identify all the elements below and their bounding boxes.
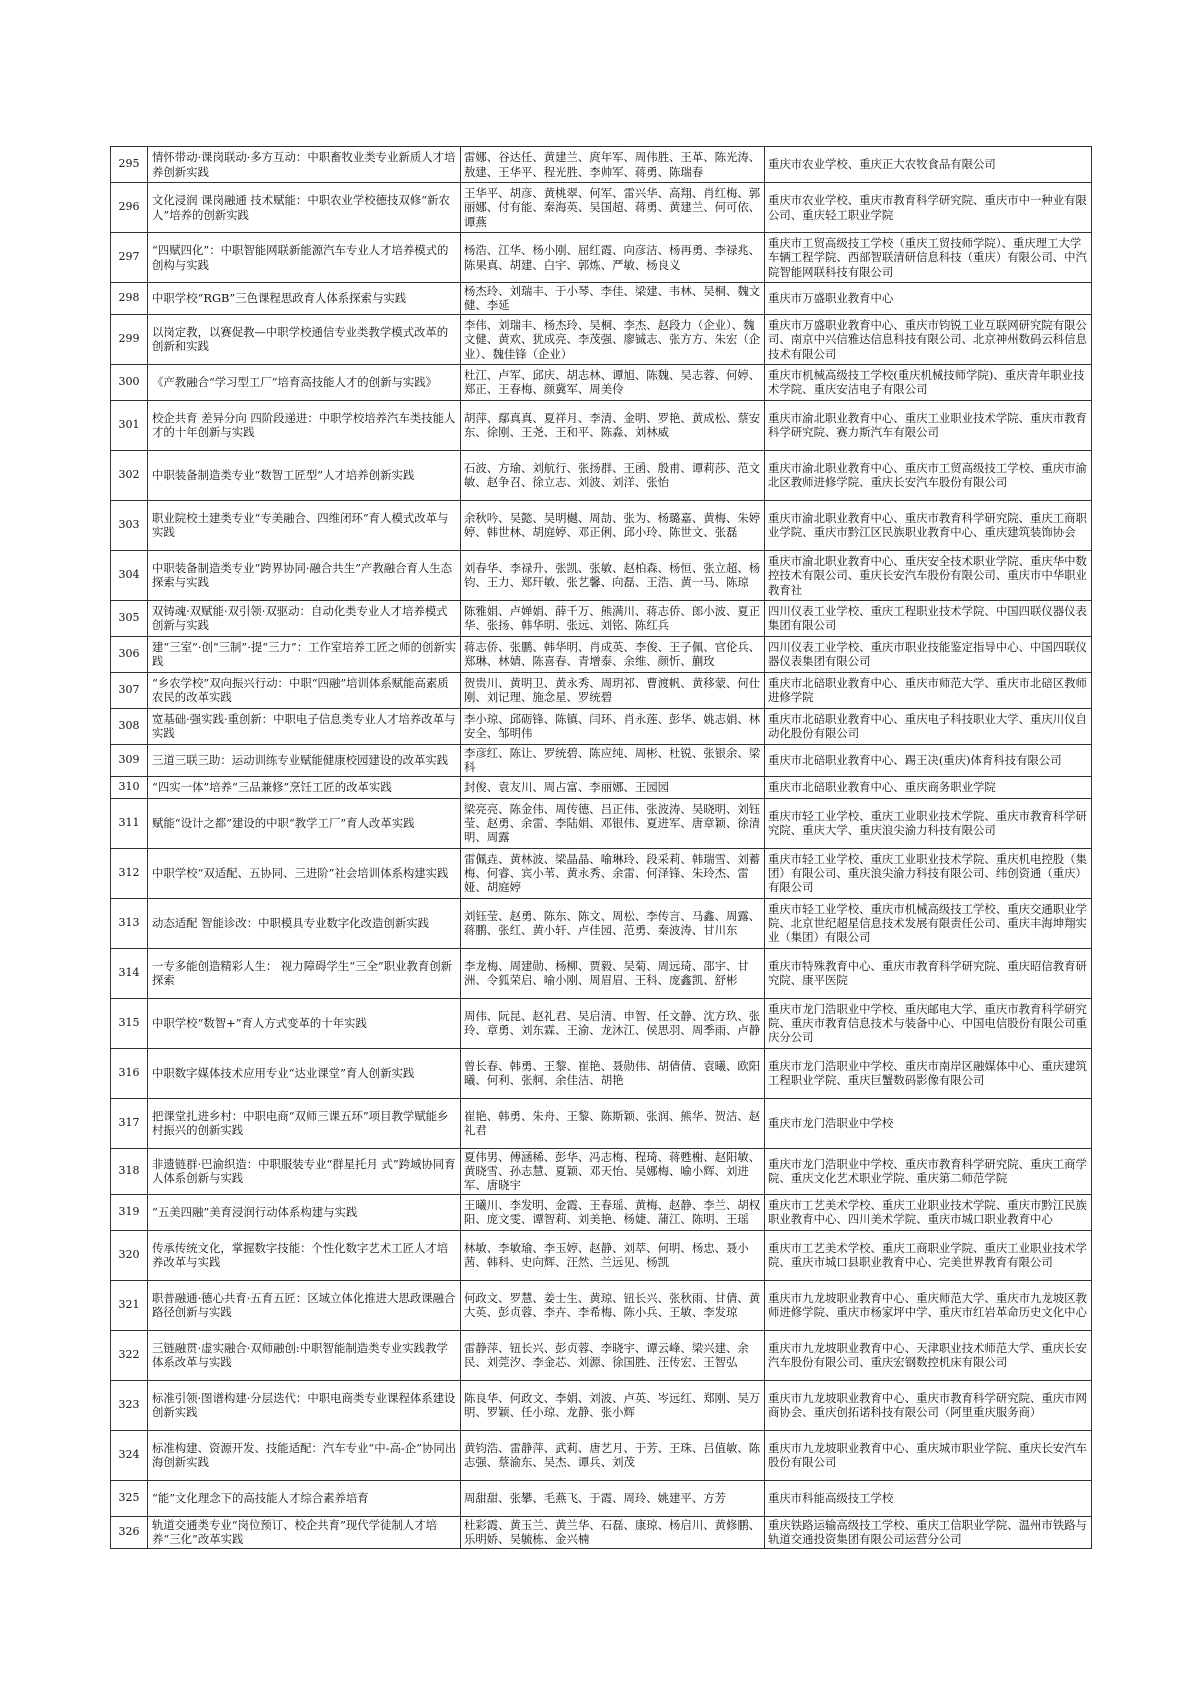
table-row bbox=[111, 147, 1092, 183]
project-title: 赋能“设计之都”建设的中职“教学工厂”育人改革实践 bbox=[148, 798, 461, 848]
row-number: 296 bbox=[111, 183, 148, 233]
table-row bbox=[111, 600, 1092, 636]
project-title: 三道三联三助：运动训练专业赋能健康校园建设的改革实践 bbox=[148, 744, 461, 776]
project-title: 宽基础·强实践·重创新：中职电子信息类专业人才培养改革与实践 bbox=[148, 708, 461, 744]
completing-units: 重庆市轻工业学校、重庆市机械高级技工学校、重庆交通职业学院、北京世纪超星信息技术发展有限责任公司、重庆丰海坤翔实业（集团）有限公司 bbox=[765, 898, 1092, 948]
project-title: 职业院校土建类专业“专美融合、四维闭环”育人模式改革与实践 bbox=[148, 500, 461, 550]
project-title: 中职学校“RGB”三色课程思政育人体系探索与实践 bbox=[148, 283, 461, 315]
table-row bbox=[111, 364, 1092, 400]
row-number: 315 bbox=[111, 998, 148, 1048]
row-number: 319 bbox=[111, 1194, 148, 1230]
project-title: 《产教融合“学习型工厂”培育高技能人才的创新与实践》 bbox=[148, 364, 461, 400]
table-row bbox=[111, 672, 1092, 708]
team-members: 封俊、袁友川、周占富、李丽娜、王园园 bbox=[461, 776, 765, 798]
completing-units: 重庆市工艺美术学校、重庆工业职业技术学院、重庆市黔江民族职业教育中心、四川美术学院、重庆市城口职业教育中心 bbox=[765, 1194, 1092, 1230]
row-number: 298 bbox=[111, 283, 148, 315]
project-title: 三链融贯·虚实融合·双师融创:中职智能制造类专业实践教学体系改革与实践 bbox=[148, 1330, 461, 1380]
table-row bbox=[111, 744, 1092, 776]
completing-units: 重庆市龙门浩职业中学校、重庆市南岸区融媒体中心、重庆建筑工程职业学院、重庆巨蟹数码影像有限公司 bbox=[765, 1048, 1092, 1098]
completing-units: 重庆市九龙坡职业教育中心、重庆城市职业学院、重庆长安汽车股份有限公司 bbox=[765, 1430, 1092, 1480]
project-title: 标准构建、资源开发、技能适配：汽车专业“中-高-企”协同出海创新实践 bbox=[148, 1430, 461, 1480]
project-title: “四实一体”培养“三品兼修”烹饪工匠的改革实践 bbox=[148, 776, 461, 798]
team-members: 曾长春、韩勇、王黎、崔艳、聂勋伟、胡倩倩、袁曦、欧阳曦、何利、张舸、余佳洁、胡艳 bbox=[461, 1048, 765, 1098]
table-row bbox=[111, 1194, 1092, 1230]
team-members: 杨杰玲、刘瑞丰、于小琴、李佳、梁建、韦林、吴桐、魏文健、李延 bbox=[461, 283, 765, 315]
row-number: 304 bbox=[111, 550, 148, 600]
team-members: 王曦川、李发明、金霞、王春瑶、黄梅、赵静、李兰、胡权阳、庞文雯、谭智莉、刘美艳、杨婕、蒲江、陈明、王瑶 bbox=[461, 1194, 765, 1230]
completing-units: 重庆市农业学校、重庆正大农牧食品有限公司 bbox=[765, 147, 1092, 183]
table-row bbox=[111, 233, 1092, 283]
project-title: “四赋四化”：中职智能网联新能源汽车专业人才培养模式的创构与实践 bbox=[148, 233, 461, 283]
row-number: 299 bbox=[111, 314, 148, 364]
team-members: 胡萍、鄢真真、夏祥月、李清、金明、罗艳、黄成松、蔡安东、徐刚、王尧、王和平、陈淼、刘林威 bbox=[461, 400, 765, 450]
table-row bbox=[111, 450, 1092, 500]
completing-units: 重庆市科能高级技工学校 bbox=[765, 1480, 1092, 1516]
row-number: 308 bbox=[111, 708, 148, 744]
completing-units: 重庆市渝北职业教育中心、重庆市工贸高级技工学校、重庆市渝北区教师进修学院、重庆长安汽车股份有限公司 bbox=[765, 450, 1092, 500]
table-row bbox=[111, 1430, 1092, 1480]
completing-units: 重庆市北碚职业教育中心、重庆市师范大学、重庆市北碚区教师进修学院 bbox=[765, 672, 1092, 708]
table-row bbox=[111, 798, 1092, 848]
team-members: 杜彩霞、黄玉兰、黄兰华、石磊、康琼、杨启川、黄修鹏、乐明娇、吴毓栋、金兴楠 bbox=[461, 1516, 765, 1548]
table-row bbox=[111, 1280, 1092, 1330]
row-number: 295 bbox=[111, 147, 148, 183]
completing-units: 重庆市北碚职业教育中心、重庆商务职业学院 bbox=[765, 776, 1092, 798]
table-row bbox=[111, 1516, 1092, 1548]
completing-units: 重庆市龙门浩职业中学校 bbox=[765, 1098, 1092, 1148]
project-title: 以岗定教，以赛促教—中职学校通信专业类教学模式改革的创新和实践 bbox=[148, 314, 461, 364]
table-row bbox=[111, 183, 1092, 233]
results-table bbox=[110, 146, 1092, 1549]
table-row bbox=[111, 1330, 1092, 1380]
row-number: 301 bbox=[111, 400, 148, 450]
completing-units: 重庆市龙门浩职业中学校、重庆邮电大学、重庆市教育科学研究院、重庆市教育信息技术与装备中心、中国电信股份有限公司重庆分公司 bbox=[765, 998, 1092, 1048]
team-members: 余秋吟、吴懿、吴明樾、周劼、张为、杨璐嘉、黄梅、朱婷婷、韩世林、胡庭婷、邓正俐、邱小玲、陈世文、张磊 bbox=[461, 500, 765, 550]
completing-units: 重庆市特殊教育中心、重庆市教育科学研究院、重庆昭信教育研究院、康平医院 bbox=[765, 948, 1092, 998]
team-members: 李龙梅、周建勋、杨柳、贾毅、吴菊、周远琦、邵宇、甘洲、令狐荣启、喻小刚、周眉眉、王科、庞鑫凯、舒彬 bbox=[461, 948, 765, 998]
project-title: 传承传统文化，掌握数字技能：个性化数字艺术工匠人才培养改革与实践 bbox=[148, 1230, 461, 1280]
completing-units: 重庆市龙门浩职业中学校、重庆市教育科学研究院、重庆工商学院、重庆文化艺术职业学院、重庆第二师范学院 bbox=[765, 1148, 1092, 1194]
team-members: 刘钰莹、赵勇、陈东、陈文、周松、李传言、马鑫、周露、蒋鹏、张红、黄小轩、卢佳园、范勇、秦波涛、甘川东 bbox=[461, 898, 765, 948]
table-row bbox=[111, 1098, 1092, 1148]
table-row bbox=[111, 1380, 1092, 1430]
row-number: 310 bbox=[111, 776, 148, 798]
team-members: 贺贵川、黄明卫、黄永秀、周玥祁、曹渡帆、黄移蒙、何仕刚、刘记理、施念星、罗统碧 bbox=[461, 672, 765, 708]
table-row bbox=[111, 1480, 1092, 1516]
team-members: 石波、方瑜、刘航行、张扬群、王函、殷甫、谭莉莎、范文敏、赵争召、徐立志、刘波、刘洋、张怡 bbox=[461, 450, 765, 500]
team-members: 陈雅娟、卢婵娟、薛千万、熊满川、蒋志侨、郎小波、夏正华、张扬、韩华明、张远、刘铭、陈红兵 bbox=[461, 600, 765, 636]
project-title: 情怀带动·课岗联动·多方互动：中职畜牧业类专业新质人才培养创新实践 bbox=[148, 147, 461, 183]
team-members: 杜江、卢军、邱庆、胡志林、谭旭、陈魏、吴志蓉、何婷、郑正、王春梅、颜冀军、周美伶 bbox=[461, 364, 765, 400]
completing-units: 重庆市工艺美术学校、重庆工商职业学院、重庆工业职业技术学院、重庆市城口县职业教育中心、完美世界教育有限公司 bbox=[765, 1230, 1092, 1280]
completing-units: 重庆市九龙坡职业教育中心、重庆师范大学、重庆市九龙坡区教师进修学院、重庆市杨家坪中学、重庆市红岩革命历史文化中心 bbox=[765, 1280, 1092, 1330]
team-members: 何政文、罗慧、姜士生、黄琼、钮长兴、张秋雨、甘倩、黄大英、彭贞蓉、李卉、李希梅、陈小兵、王敏、李发琼 bbox=[461, 1280, 765, 1330]
table-row bbox=[111, 550, 1092, 600]
project-title: 中职数字媒体技术应用专业“达业课堂”育人创新实践 bbox=[148, 1048, 461, 1098]
row-number: 320 bbox=[111, 1230, 148, 1280]
table-row bbox=[111, 898, 1092, 948]
table-row bbox=[111, 500, 1092, 550]
completing-units: 重庆市北碚职业教育中心、踢王决(重庆)体育科技有限公司 bbox=[765, 744, 1092, 776]
row-number: 309 bbox=[111, 744, 148, 776]
team-members: 刘春华、李禄升、张凯、张敏、赵柏森、杨恒、张立超、杨钧、王力、郑玕敏、张艺馨、向磊、王浩、黄一马、陈琼 bbox=[461, 550, 765, 600]
table-row bbox=[111, 314, 1092, 364]
project-title: 文化浸润 课岗融通 技术赋能：中职农业学校德技双修“新农人”培养的创新实践 bbox=[148, 183, 461, 233]
table-row bbox=[111, 1048, 1092, 1098]
completing-units: 重庆市轻工业学校、重庆工业职业技术学院、重庆机电控股（集团）有限公司、重庆浪尖渝力科技有限公司、纬创资通（重庆）有限公司 bbox=[765, 848, 1092, 898]
team-members: 李彦红、陈让、罗统碧、陈应纯、周彬、杜锐、张银余、梁科 bbox=[461, 744, 765, 776]
completing-units: 重庆市万盛职业教育中心、重庆市钧锐工业互联网研究院有限公司、南京中兴信雅达信息科技有限公司、北京神州数码云科信息技术有限公司 bbox=[765, 314, 1092, 364]
team-members: 周甜甜、张攀、毛燕飞、于霞、周玲、姚建平、方芳 bbox=[461, 1480, 765, 1516]
table-row bbox=[111, 776, 1092, 798]
project-title: “五美四融”美育浸润行动体系构建与实践 bbox=[148, 1194, 461, 1230]
completing-units: 重庆市轻工业学校、重庆工业职业技术学院、重庆市教育科学研究院、重庆大学、重庆浪尖渝力科技有限公司 bbox=[765, 798, 1092, 848]
project-title: 非遗链群·巴渝织造：中职服装专业“群星托月 式”跨域协同育人体系创新与实践 bbox=[148, 1148, 461, 1194]
table-row bbox=[111, 400, 1092, 450]
project-title: 中职装备制造类专业“数智工匠型”人才培养创新实践 bbox=[148, 450, 461, 500]
completing-units: 重庆市工贸高级技工学校（重庆工贸技师学院）、重庆理工大学车辆工程学院、西部智联清研信息科技（重庆）有限公司、中汽院智能网联科技有限公司 bbox=[765, 233, 1092, 283]
team-members: 夏伟男、傅涵稀、彭华、冯志梅、程琦、蒋甦榭、赵阳敏、黄晓雪、孙志慧、夏颖、邓天怡、吴娜梅、喻小辉、刘进军、唐晓宇 bbox=[461, 1148, 765, 1194]
completing-units: 重庆市九龙坡职业教育中心、重庆市教育科学研究院、重庆市网商协会、重庆创拓诺科技有限公司（阿里重庆服务商） bbox=[765, 1380, 1092, 1430]
completing-units: 重庆市万盛职业教育中心 bbox=[765, 283, 1092, 315]
row-number: 318 bbox=[111, 1148, 148, 1194]
row-number: 317 bbox=[111, 1098, 148, 1148]
row-number: 306 bbox=[111, 636, 148, 672]
team-members: 陈良华、何政文、李娟、刘波、卢英、岑远红、郑刚、吴万明、罗颖、任小琼、龙静、张小辉 bbox=[461, 1380, 765, 1430]
row-number: 302 bbox=[111, 450, 148, 500]
team-members: 王华平、胡彦、黄桃翠、何军、雷兴华、高翔、肖红梅、郭丽娜、付有能、秦海英、吴国超、蒋勇、黄建兰、何可依、谭燕 bbox=[461, 183, 765, 233]
row-number: 314 bbox=[111, 948, 148, 998]
project-title: 双铸魂·双赋能·双引领·双驱动：自动化类专业人才培养模式创新与实践 bbox=[148, 600, 461, 636]
row-number: 326 bbox=[111, 1516, 148, 1548]
project-title: 动态适配 智能诊改：中职模具专业数字化改造创新实践 bbox=[148, 898, 461, 948]
table-row bbox=[111, 636, 1092, 672]
table-row bbox=[111, 283, 1092, 315]
project-title: 建“三室”·创“三制”·提“三力”：工作室培养工匠之师的创新实践 bbox=[148, 636, 461, 672]
project-title: 把课堂扎进乡村：中职电商“双师三课五环”项目教学赋能乡村振兴的创新实践 bbox=[148, 1098, 461, 1148]
table-body bbox=[111, 147, 1092, 1549]
team-members: 雷娜、谷达任、黄建兰、庹年军、周伟胜、王革、陈光涛、敖建、王华平、程光胜、李帅军、蒋勇、陈瑞春 bbox=[461, 147, 765, 183]
row-number: 321 bbox=[111, 1280, 148, 1330]
row-number: 313 bbox=[111, 898, 148, 948]
row-number: 307 bbox=[111, 672, 148, 708]
completing-units: 重庆市机械高级技工学校(重庆机械技师学院)、重庆青年职业技术学院、重庆安洁电子有限公司 bbox=[765, 364, 1092, 400]
table-row bbox=[111, 1230, 1092, 1280]
table-row bbox=[111, 848, 1092, 898]
project-title: 标准引领·图谱构建·分层迭代：中职电商类专业课程体系建设创新实践 bbox=[148, 1380, 461, 1430]
team-members: 林敏、李敏瑜、李玉婷、赵静、刘萃、何明、杨忠、聂小茜、韩科、史向辉、汪然、兰远见、杨凯 bbox=[461, 1230, 765, 1280]
table-row bbox=[111, 1148, 1092, 1194]
team-members: 周伟、阮昆、赵礼君、吴启清、申智、任文静、沈方玖、张玲、章勇、刘东霖、王渝、龙沐江、侯思羽、周季雨、卢静 bbox=[461, 998, 765, 1048]
team-members: 崔艳、韩勇、朱舟、王黎、陈斯颖、张润、熊华、贺洁、赵礼君 bbox=[461, 1098, 765, 1148]
project-title: 职普融通·德心共育·五育五匠：区域立体化推进大思政课融合路径创新与实践 bbox=[148, 1280, 461, 1330]
row-number: 324 bbox=[111, 1430, 148, 1480]
project-title: 中职学校“数智+”育人方式变革的十年实践 bbox=[148, 998, 461, 1048]
row-number: 300 bbox=[111, 364, 148, 400]
project-title: 轨道交通类专业“岗位预订、校企共育”现代学徒制人才培养“三化”改革实践 bbox=[148, 1516, 461, 1548]
row-number: 325 bbox=[111, 1480, 148, 1516]
project-title: 中职学校“双适配、五协同、三进阶”社会培训体系构建实践 bbox=[148, 848, 461, 898]
row-number: 311 bbox=[111, 798, 148, 848]
team-members: 黄钧浩、雷静萍、武莉、唐艺月、于芳、王珠、吕值敏、陈志强、蔡渝东、吴杰、谭兵、刘茂 bbox=[461, 1430, 765, 1480]
completing-units: 重庆市农业学校、重庆市教育科学研究院、重庆市中一种业有限公司、重庆轻工职业学院 bbox=[765, 183, 1092, 233]
project-title: “乡农学校”双向振兴行动：中职“四融”培训体系赋能高素质农民的改革实践 bbox=[148, 672, 461, 708]
table-row bbox=[111, 708, 1092, 744]
completing-units: 重庆市渝北职业教育中心、重庆市教育科学研究院、重庆工商职业学院、重庆市黔江区民族职业教育中心、重庆建筑装饰协会 bbox=[765, 500, 1092, 550]
completing-units: 四川仪表工业学校、重庆工程职业技术学院、中国四联仪器仪表集团有限公司 bbox=[765, 600, 1092, 636]
completing-units: 重庆铁路运输高级技工学校、重庆工信职业学院、温州市铁路与轨道交通投资集团有限公司运营分公司 bbox=[765, 1516, 1092, 1548]
row-number: 305 bbox=[111, 600, 148, 636]
team-members: 李伟、刘瑞丰、杨杰玲、吴桐、李杰、赵段力（企业）、魏文健、黄欢、犹成亮、李茂强、廖铖志、张方方、朱宏（企业）、魏佳锋（企业） bbox=[461, 314, 765, 364]
table-row bbox=[111, 998, 1092, 1048]
team-members: 雷静萍、钮长兴、彭贞蓉、李晓宇、谭云峰、梁兴建、余民、刘莞汐、李金芯、刘源、徐国胜、汪传宏、王智弘 bbox=[461, 1330, 765, 1380]
project-title: 一专多能创造精彩人生： 视力障碍学生“三全”职业教育创新探索 bbox=[148, 948, 461, 998]
row-number: 303 bbox=[111, 500, 148, 550]
project-title: 校企共育 差异分向 四阶段递进：中职学校培养汽车类技能人才的十年创新与实践 bbox=[148, 400, 461, 450]
row-number: 312 bbox=[111, 848, 148, 898]
team-members: 杨浩、江华、杨小刚、屈红霞、向彦洁、杨再勇、李禄兆、陈果真、胡建、白宇、郭炼、严敏、杨良义 bbox=[461, 233, 765, 283]
completing-units: 四川仪表工业学校、重庆市职业技能鉴定指导中心、中国四联仪器仪表集团有限公司 bbox=[765, 636, 1092, 672]
team-members: 李小琼、邱砺锋、陈镇、闫环、肖永莲、彭华、姚志娟、林安全、邹明伟 bbox=[461, 708, 765, 744]
team-members: 蒋志侨、张鹏、韩华明、肖成英、李俊、王子佩、官伦兵、郑琳、林婧、陈喜春、青增泰、余维、颜忻、蒯玫 bbox=[461, 636, 765, 672]
team-members: 梁亮亮、陈金伟、周传德、吕正伟、张波涛、吴晓明、刘钰莹、赵勇、余雷、李陆娟、邓银伟、夏进军、唐章颖、徐清明、周露 bbox=[461, 798, 765, 848]
table-row bbox=[111, 948, 1092, 998]
completing-units: 重庆市九龙坡职业教育中心、天津职业技术师范大学、重庆长安汽车股份有限公司、重庆宏钢数控机床有限公司 bbox=[765, 1330, 1092, 1380]
completing-units: 重庆市北碚职业教育中心、重庆电子科技职业大学、重庆川仪自动化股份有限公司 bbox=[765, 708, 1092, 744]
row-number: 323 bbox=[111, 1380, 148, 1430]
project-title: “能”文化理念下的高技能人才综合素养培育 bbox=[148, 1480, 461, 1516]
project-title: 中职装备制造类专业“跨界协同·融合共生”产教融合育人生态探索与实践 bbox=[148, 550, 461, 600]
completing-units: 重庆市渝北职业教育中心、重庆工业职业技术学院、重庆市教育科学研究院、赛力斯汽车有限公司 bbox=[765, 400, 1092, 450]
row-number: 322 bbox=[111, 1330, 148, 1380]
team-members: 雷佩垚、黄林波、梁晶晶、喻琳玲、段采莉、韩瑞雪、刘蓄梅、何睿、宾小苇、黄永秀、余雷、何泽锋、朱玲杰、雷娅、胡庭婷 bbox=[461, 848, 765, 898]
row-number: 297 bbox=[111, 233, 148, 283]
row-number: 316 bbox=[111, 1048, 148, 1098]
completing-units: 重庆市渝北职业教育中心、重庆安全技术职业学院、重庆华中数控技术有限公司、重庆长安汽车股份有限公司、重庆市中华职业教育社 bbox=[765, 550, 1092, 600]
